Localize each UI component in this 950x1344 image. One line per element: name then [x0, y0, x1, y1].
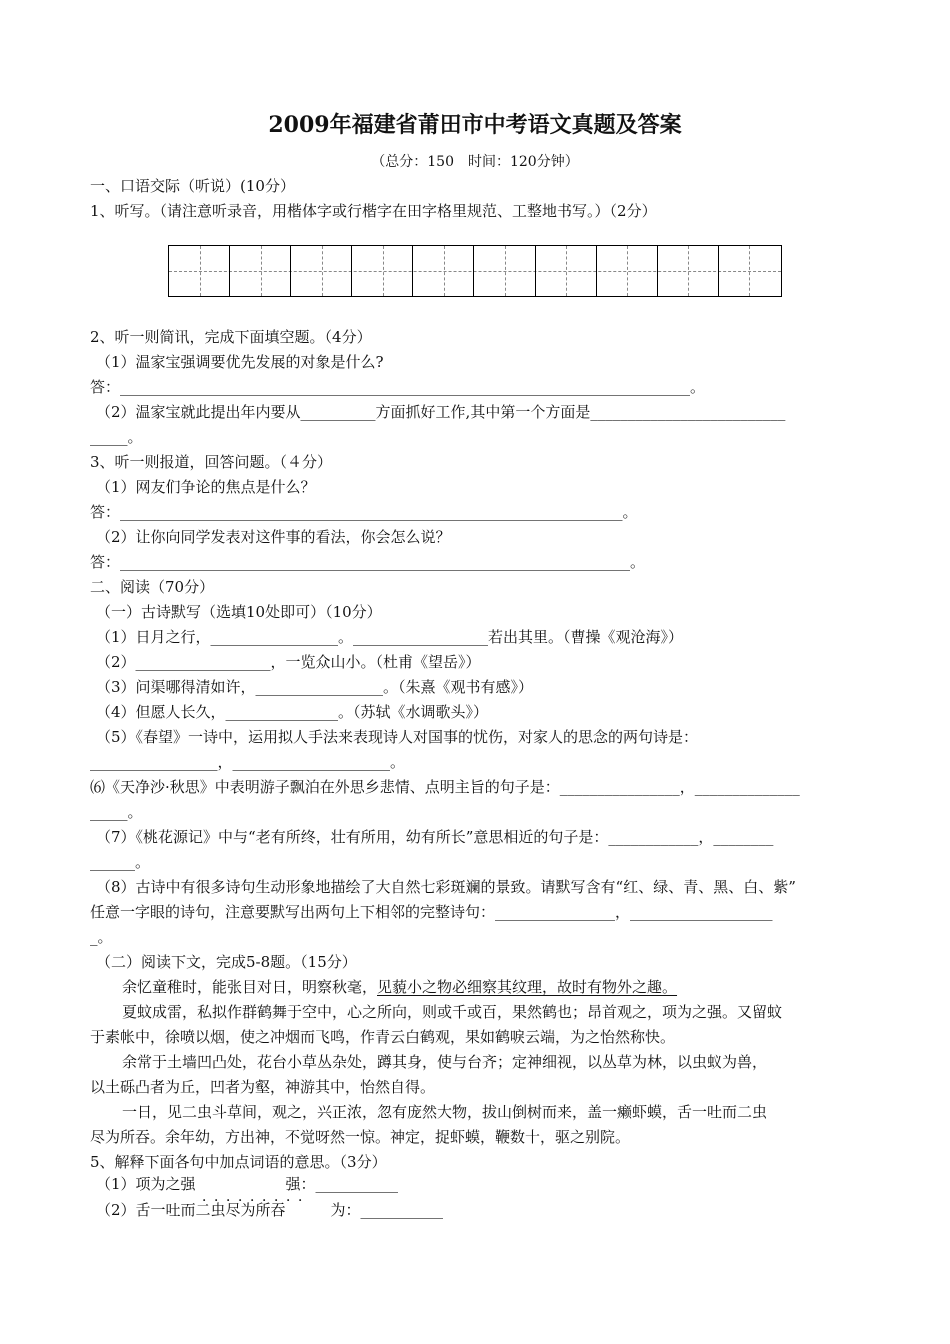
question-2: 2、听一则简讯，完成下面填空题。（4分） [90, 328, 372, 346]
grid-cell-midline [444, 246, 445, 296]
passage-p1-underlined: 见藐小之物必细察其纹理，故时有物外之趣。 [377, 978, 678, 996]
passage-p1-start: 余忆童稚时，能张目对日，明察秋毫， [122, 978, 378, 996]
poem-section-heading: （一）古诗默写（选填10处即可）（10分） [96, 603, 382, 621]
grid-cell-midline [505, 246, 506, 296]
grid-cell-midline [322, 246, 323, 296]
grid-cell[interactable] [719, 246, 780, 296]
poem-item-6[interactable]: ⑹《天净沙·秋思》中表明游子飘泊在外思乡悲情、点明主旨的句子是：________________，______________ [90, 778, 800, 796]
grid-cell[interactable] [536, 246, 597, 296]
grid-cell[interactable] [413, 246, 474, 296]
grid-cell[interactable] [597, 246, 658, 296]
poem-item-7[interactable]: （7）《桃花源记》中与“老有所终，壮有所用，幼有所长”意思相近的句子是：____________，________ [96, 828, 774, 846]
passage-p4-line-2: 尽为所吞。余年幼，方出神，不觉呀然一惊。神定，捉虾蟆，鞭数十，驱之别院。 [90, 1128, 631, 1146]
question-3-1: （1）网友们争论的焦点是什么？ [96, 478, 316, 496]
grid-cell[interactable] [230, 246, 291, 296]
poem-item-8-tail: _。 [90, 928, 113, 946]
poem-item-5-answer[interactable]: _________________，_____________________。 [90, 753, 406, 771]
grid-cell[interactable] [169, 246, 230, 296]
grid-cell-midline [566, 246, 567, 296]
question-3-2: （2）让你向同学发表对这件事的看法，你会怎么说？ [96, 528, 451, 546]
section-1-heading: 一、口语交际（听说）(10分） [90, 177, 295, 195]
question-5-2[interactable]: （2）舌一吐而二虫尽为所吞 为：___________ [96, 1201, 444, 1219]
question-3: 3、听一则报道，回答问题。（４分） [90, 453, 333, 471]
emphasis-dots: ．．．．．．．．． [202, 1189, 317, 1205]
poem-item-6-tail: _____。 [90, 803, 143, 821]
grid-cell-midline [749, 246, 750, 296]
section-2-heading: 二、阅读（70分） [90, 578, 215, 596]
question-5-1[interactable]: （1）项为之强 强：___________ [96, 1175, 399, 1193]
passage-p4-line-1: 一日，见二虫斗草间，观之，兴正浓，忽有庞然大物，拔山倒树而来，盖一癞虾蟆，舌一吐而二虫 [122, 1103, 768, 1121]
passage-p2-line-2: 于素帐中，徐喷以烟，使之冲烟而飞鸣，作青云白鹤观，果如鹤唳云端，为之怡然称快。 [90, 1028, 676, 1046]
question-2-1: （1）温家宝强调要优先发展的对象是什么? [96, 353, 384, 371]
passage-p3-line-1: 余常于土墙凹凸处，花台小草丛杂处，蹲其身，使与台齐；定神细视，以丛草为林，以虫蚁为兽， [122, 1053, 768, 1071]
grid-cell[interactable] [658, 246, 719, 296]
passage-paragraph-1 [122, 977, 677, 997]
page-title: 2009年福建省莆田市中考语文真题及答案 [268, 112, 682, 138]
passage-p2-line-1: 夏蚊成雷，私拟作群鹤舞于空中，心之所向，则或千或百，果然鹤也；昂首观之，项为之强。又留蚊 [122, 1003, 783, 1021]
answer-line-3-2[interactable]: 答：____________________________________________________________________。 [90, 553, 646, 571]
answer-line-2-1[interactable]: 答：____________________________________________________________________________。 [90, 378, 706, 396]
writing-grid[interactable] [168, 245, 782, 297]
grid-cell-midline [383, 246, 384, 296]
question-2-2[interactable]: （2）温家宝就此提出年内要从__________方面抓好工作,其中第一个方面是__________________________ [96, 403, 786, 421]
poem-item-8-answer[interactable]: 任意一字眼的诗句，注意要默写出两句上下相邻的完整诗句：________________，___________________ [90, 903, 773, 921]
poem-item-1[interactable]: （1）日月之行，_________________。__________________若出其里。（曹操《观沧海》） [96, 628, 684, 646]
page-subtitle: （总分：150 时间：120分钟） [371, 154, 579, 170]
poem-item-3[interactable]: （3）问渠哪得清如许，_________________。（朱熹《观书有感》） [96, 678, 534, 696]
grid-cell-midline [200, 246, 201, 296]
poem-item-4[interactable]: （4）但愿人长久，_______________。（苏轼《水调歌头》） [96, 703, 489, 721]
reading-section-heading: （二）阅读下文，完成5-8题。（15分） [96, 953, 357, 971]
question-5: 5、解释下面各句中加点词语的意思。（3分） [90, 1153, 387, 1171]
answer-tail-2-2: _____。 [90, 428, 143, 446]
grid-cell[interactable] [291, 246, 352, 296]
grid-cell-midline [627, 246, 628, 296]
poem-item-2[interactable]: （2）__________________，一览众山小。（杜甫《望岳》） [96, 653, 481, 671]
poem-item-7-tail: ______。 [90, 853, 151, 871]
grid-cell-midline [261, 246, 262, 296]
question-1: 1、听写。（请注意听录音，用楷体字或行楷字在田字格里规范、工整地书写。）（2分） [90, 202, 657, 220]
poem-item-8: （8）古诗中有很多诗句生动形象地描绘了大自然七彩斑斓的景致。请默写含有“红、绿、青、黑、白、紫” [96, 878, 796, 896]
answer-line-3-1[interactable]: 答：___________________________________________________________________。 [90, 503, 638, 521]
grid-cell-midline [688, 246, 689, 296]
passage-p3-line-2: 以土砾凸者为丘，凹者为壑，神游其中，怡然自得。 [90, 1078, 436, 1096]
grid-cell[interactable] [475, 246, 536, 296]
grid-cell[interactable] [352, 246, 413, 296]
poem-item-5: （5）《春望》一诗中，运用拟人手法来表现诗人对国事的忧伤，对家人的思念的两句诗是： [96, 728, 699, 746]
